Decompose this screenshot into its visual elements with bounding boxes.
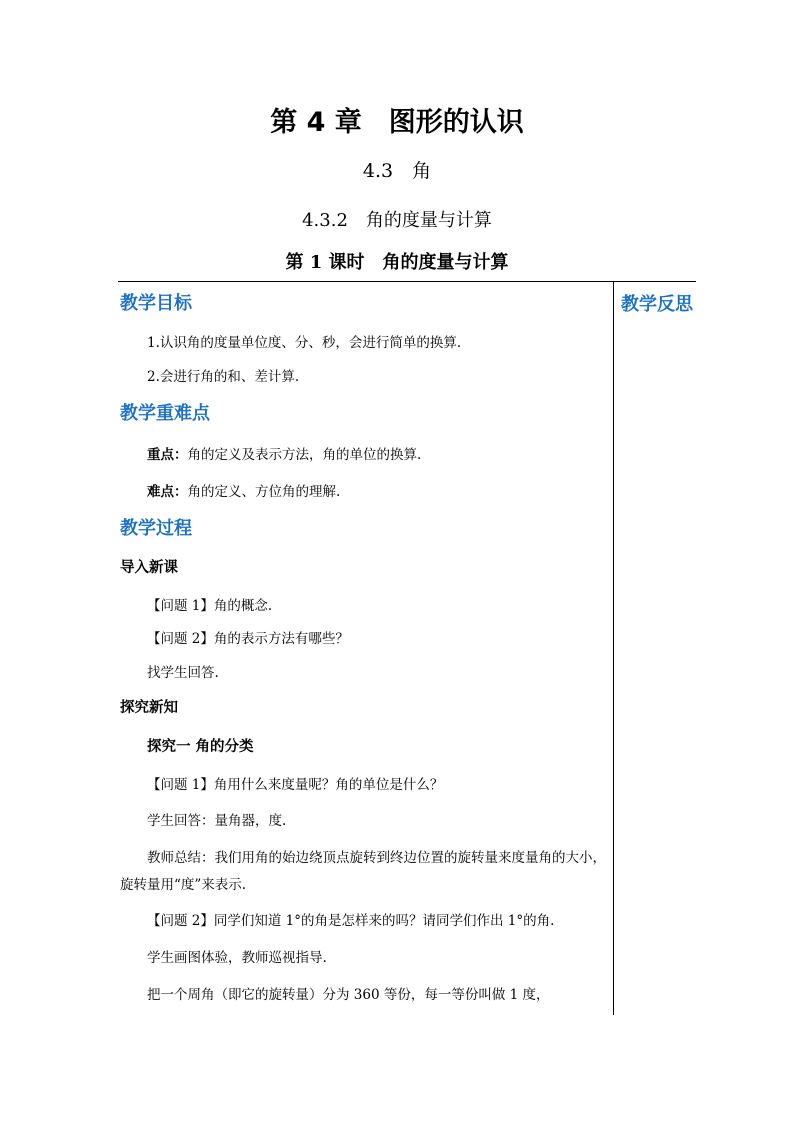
explore-subheading: 探究一 角的分类 (147, 739, 254, 755)
explore-heading: 探究新知 (120, 700, 178, 716)
intro-heading: 导入新课 (120, 560, 178, 576)
intro-item: 【问题 2】角的表示方法有哪些？ (147, 631, 349, 647)
lesson-title: 第 1 课时 角的度量与计算 (285, 252, 509, 273)
intro-item: 【问题 1】角的概念. (147, 598, 273, 614)
key-points-heading: 教学重难点 (120, 403, 210, 424)
key-point (147, 443, 421, 463)
objective-item: 1.认识角的度量单位度、分、秒，会进行简单的换算. (147, 335, 462, 351)
explore-item: 学生回答：量角器，度. (147, 813, 287, 829)
explore-item: 教师总结：我们用角的始边绕顶点旋转到终边位置的旋转量来度量角的大小， (147, 850, 606, 866)
explore-item: 旋转量用“度”来表示. (120, 877, 247, 893)
subsection-title: 4.3.2 角的度量与计算 (302, 210, 492, 231)
column-divider (613, 282, 614, 1015)
explore-item: 学生画图体验，教师巡视指导. (147, 950, 327, 966)
key-text: 角的定义及表示方法，角的单位的换算. (187, 447, 422, 463)
intro-item: 找学生回答. (147, 665, 219, 681)
objectives-heading: 教学目标 (120, 293, 192, 314)
difficult-label: 难点： (147, 484, 188, 500)
objective-item: 2.会进行角的和、差计算. (147, 369, 300, 385)
section-title: 4.3 角 (362, 160, 432, 182)
key-label: 重点： (147, 447, 188, 463)
process-heading: 教学过程 (120, 518, 192, 539)
explore-item: 【问题 2】同学们知道 1°的角是怎样来的吗？请同学们作出 1°的角. (147, 913, 555, 929)
reflection-heading: 教学反思 (621, 294, 693, 315)
explore-item: 【问题 1】角用什么来度量呢？角的单位是什么？ (147, 777, 444, 793)
difficult-text: 角的定义、方位角的理解. (187, 484, 341, 500)
difficult-point (147, 480, 340, 500)
table-top-border (118, 281, 696, 282)
chapter-title: 第 4 章 图形的认识 (270, 107, 524, 138)
explore-item: 把一个周角（即它的旋转量）分为 360 等份，每一等份叫做 1 度， (147, 987, 550, 1003)
